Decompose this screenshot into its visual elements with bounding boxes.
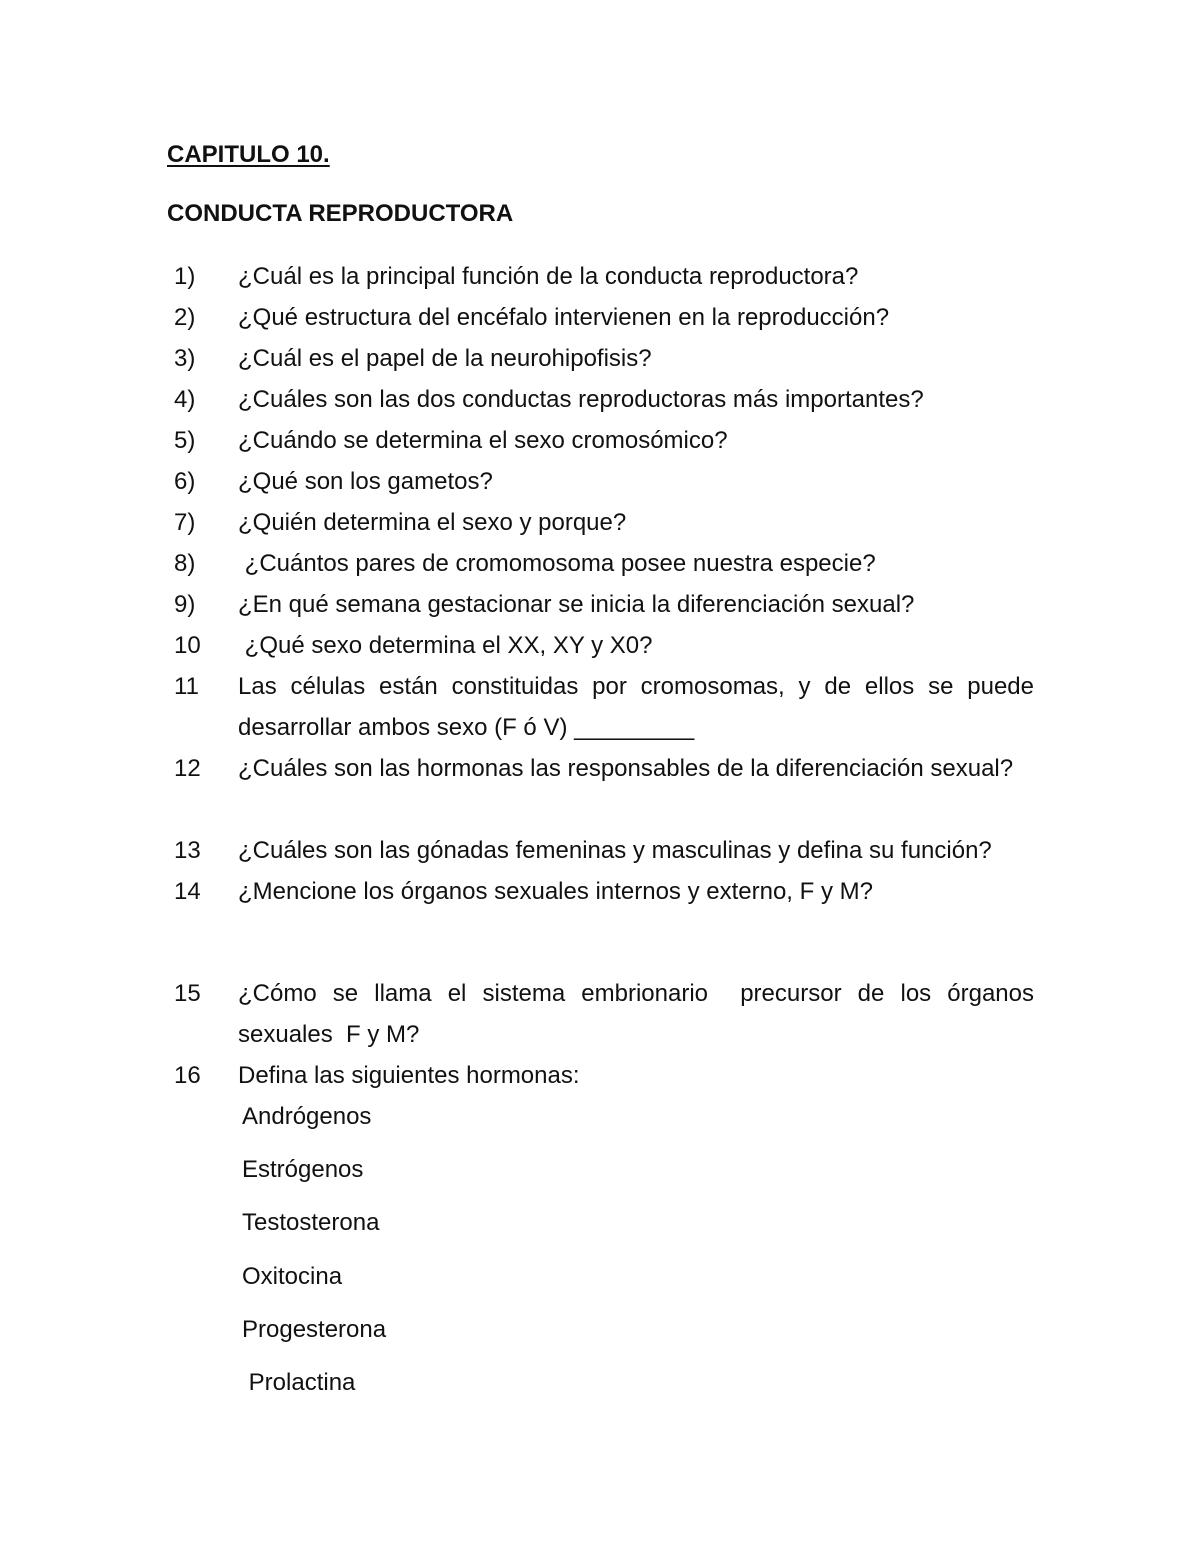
- question-item: [174, 748, 1034, 789]
- question-item: [174, 379, 1034, 420]
- question-number: 8): [174, 550, 196, 577]
- question-item: [174, 625, 1034, 666]
- question-number: 13: [174, 837, 201, 864]
- question-number: 9): [174, 591, 196, 618]
- question-item: [174, 543, 1034, 584]
- chapter-heading: CAPITULO 10.: [167, 141, 330, 168]
- question-text: ¿Qué estructura del encéfalo intervienen en la reproducción?: [238, 304, 890, 331]
- question-item: [174, 256, 1034, 297]
- question-text: ¿Cuál es la principal función de la conducta reproductora?: [238, 263, 859, 290]
- question-item: [174, 461, 1034, 502]
- question-number: 4): [174, 386, 196, 413]
- question-number: 15: [174, 980, 201, 1007]
- question-item: [174, 338, 1034, 379]
- question-text: Defina las siguientes hormonas:: [238, 1062, 580, 1089]
- hormone-item: Andrógenos: [242, 1103, 372, 1130]
- question-text: ¿Cuántos pares de cromomosoma posee nuestra especie?: [238, 550, 876, 577]
- question-text: ¿Mencione los órganos sexuales internos y externo, F y M?: [238, 878, 873, 905]
- question-number: 12: [174, 755, 201, 782]
- question-text: ¿Cuáles son las hormonas las responsables de la diferenciación sexual?: [238, 755, 1014, 782]
- question-number: 2): [174, 304, 196, 331]
- question-item: [174, 871, 1034, 912]
- question-text: ¿Cuáles son las dos conductas reproductoras más importantes?: [238, 386, 924, 413]
- question-number: 10: [174, 632, 201, 659]
- hormone-item: Prolactina: [242, 1369, 356, 1396]
- hormone-item: Estrógenos: [242, 1156, 364, 1183]
- question-text: ¿En qué semana gestacionar se inicia la diferenciación sexual?: [238, 591, 915, 618]
- question-item: [174, 420, 1034, 461]
- question-number: 6): [174, 468, 196, 495]
- question-text: ¿Cuándo se determina el sexo cromosómico?: [238, 427, 728, 454]
- question-item: [174, 830, 1034, 871]
- question-number: 3): [174, 345, 196, 372]
- hormone-item: Oxitocina: [242, 1263, 343, 1290]
- question-text: Las células están constituidas por cromosomas, y de ellos se puede desarrollar ambos sexo (F ó V) _________: [238, 673, 1034, 741]
- page-title: CONDUCTA REPRODUCTORA: [167, 200, 514, 227]
- question-text: ¿Quién determina el sexo y porque?: [238, 509, 627, 536]
- question-item: [174, 584, 1034, 625]
- question-item: [174, 502, 1034, 543]
- question-item: [174, 1055, 1034, 1096]
- question-text: ¿Cuál es el papel de la neurohipofisis?: [238, 345, 652, 372]
- question-number: 5): [174, 427, 196, 454]
- question-number: 14: [174, 878, 201, 905]
- question-number: 11: [174, 673, 199, 700]
- question-text: ¿Cuáles son las gónadas femeninas y masculinas y defina su función?: [238, 837, 992, 864]
- hormone-item: Testosterona: [242, 1209, 380, 1236]
- question-text: ¿Cómo se llama el sistema embrionario precursor de los órganos sexuales F y M?: [238, 980, 1041, 1048]
- question-text: ¿Qué son los gametos?: [238, 468, 493, 495]
- question-item: [174, 666, 1034, 748]
- question-item: [174, 297, 1034, 338]
- hormone-item: Progesterona: [242, 1316, 387, 1343]
- question-item: [174, 973, 1041, 1055]
- question-number: 1): [174, 263, 196, 290]
- question-text: ¿Qué sexo determina el XX, XY y X0?: [238, 632, 653, 659]
- question-number: 16: [174, 1062, 201, 1089]
- question-number: 7): [174, 509, 196, 536]
